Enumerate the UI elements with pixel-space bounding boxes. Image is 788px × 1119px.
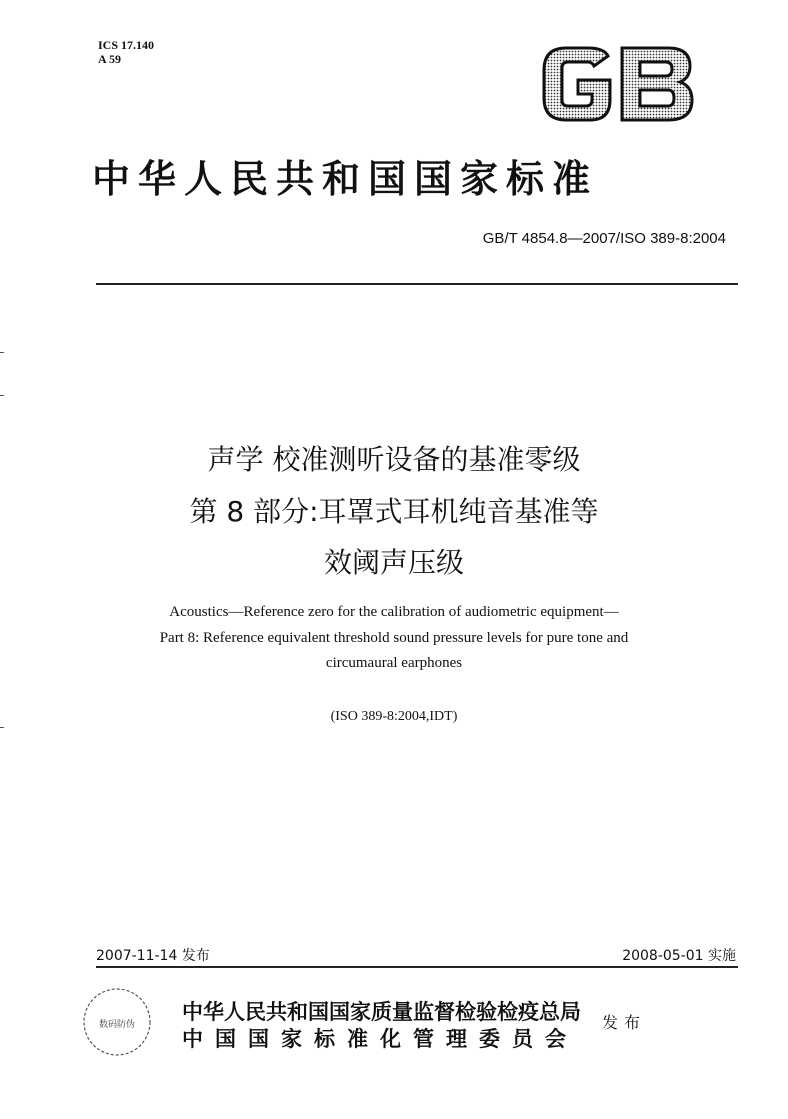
issuer-aqsiq: 中华人民共和国国家质量监督检验检疫总局 [182,999,581,1024]
chinese-title-line-2: 第 8 部分:耳罩式耳机纯音基准等 [189,495,599,528]
header-divider [96,283,738,285]
english-title-line-1: Acoustics—Reference zero for the calibration of audiometric equipment— [169,604,619,620]
seal-text: 数码防伪 [98,1020,136,1030]
publish-label: 发布 [602,1013,647,1032]
classification-codes [98,38,154,66]
national-standard-title: 中华人民共和国国家标准 [92,156,599,201]
implementation-date: 2008-05-01 实施 [622,948,736,964]
anti-counterfeit-seal [80,985,154,1059]
gb-logo [538,44,696,124]
english-title-line-2: Part 8: Reference equivalent threshold sound pressure levels for pure tone and [159,630,629,646]
chinese-title-line-1: 声学 校准测听设备的基准零级 [207,443,581,476]
english-title-line-3: circumaural earphones [325,655,463,671]
chinese-title-line-3: 效阈声压级 [323,546,464,579]
standard-number: GB/T 4854.8—2007/ISO 389-8:2004 [482,230,726,247]
footer-divider [96,966,738,968]
ics-code: ICS 17.140 [98,38,155,52]
margin-mark [0,395,4,396]
iso-reference: (ISO 389-8:2004,IDT) [330,709,458,724]
issuer-sac: 中国国家标准化管理委员会 [182,1026,578,1051]
margin-mark [0,727,4,728]
ccs-code: A 59 [98,52,122,66]
issue-date: 2007-11-14 发布 [96,948,210,964]
margin-mark [0,352,4,353]
